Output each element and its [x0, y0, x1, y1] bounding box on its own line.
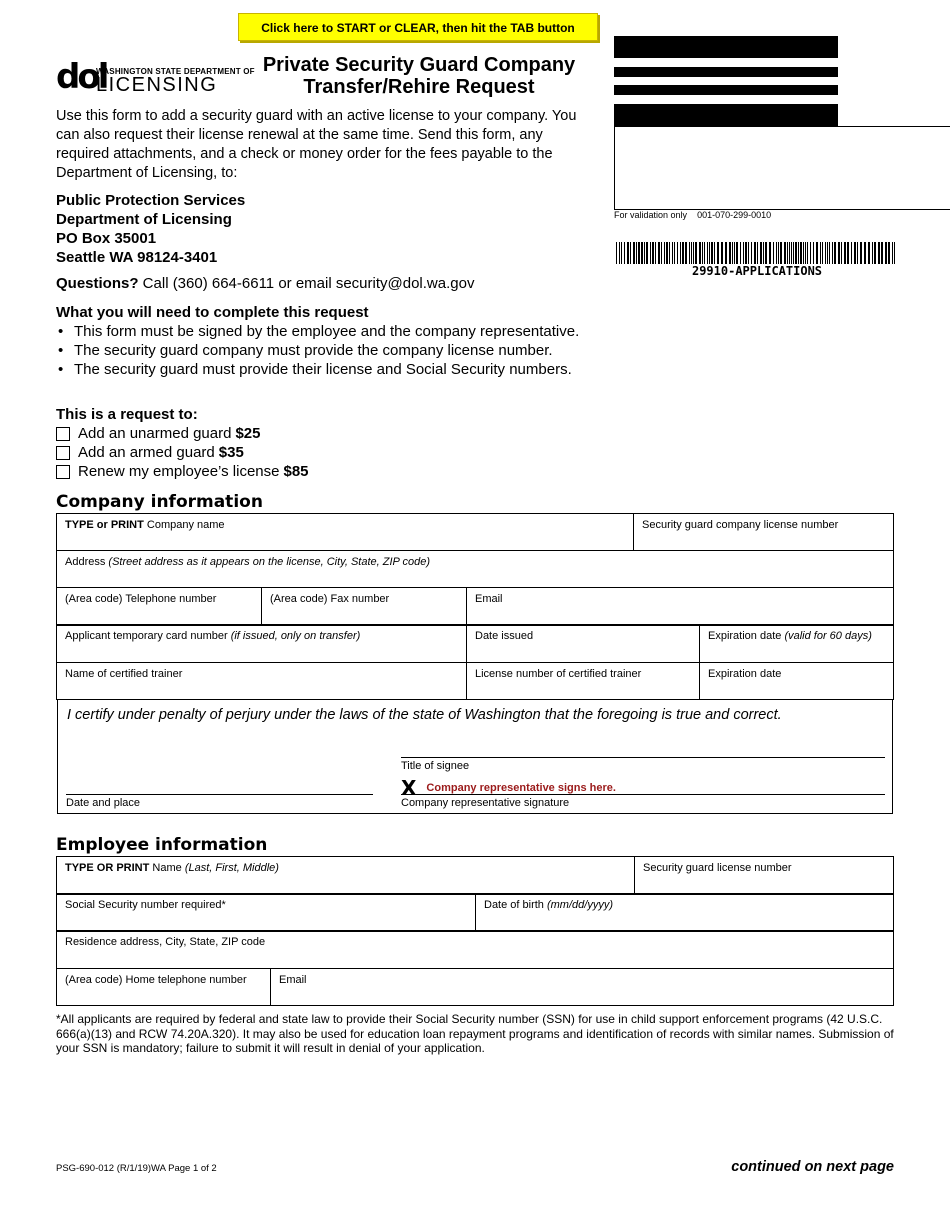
trainer-name-field[interactable]: Name of certified trainer — [57, 663, 467, 700]
barcode-bar — [624, 242, 625, 264]
page-title — [238, 54, 600, 98]
title-line1: Private Security Guard Company — [262, 54, 576, 76]
barcode-bar — [829, 242, 830, 264]
barcode-bar — [769, 242, 771, 264]
barcode-bar — [674, 242, 675, 264]
barcode-bar — [791, 242, 792, 264]
ssn-field[interactable]: Social Security number required* — [57, 894, 476, 932]
request-heading: This is a request to: — [56, 406, 198, 423]
barcode-bar — [838, 242, 840, 264]
barcode-bar — [680, 242, 681, 264]
barcode-bar — [734, 242, 735, 264]
barcode-bar — [630, 242, 631, 264]
title-line2: Transfer/Rehire Request — [303, 76, 535, 98]
logo-top-text: WASHINGTON STATE DEPARTMENT OF — [96, 67, 255, 76]
logo-mark: dol — [56, 57, 107, 97]
barcode-bar — [745, 242, 747, 264]
barcode-bar — [721, 242, 723, 264]
certification-text: I certify under penalty of perjury under the laws of the state of Washington that the foregoing is true and correct. — [67, 707, 782, 723]
employee-section-heading: Employee information — [56, 835, 268, 855]
barcode-bar — [860, 242, 862, 264]
barcode-bar — [658, 242, 660, 264]
barcode-bar — [641, 242, 643, 264]
barcode-bar — [787, 242, 788, 264]
barcode-bar — [834, 242, 836, 264]
address-line: Department of Licensing — [56, 211, 232, 228]
barcode-bar — [763, 242, 764, 264]
trainer-expiration-field[interactable]: Expiration date — [700, 663, 894, 700]
barcode-bar — [754, 242, 756, 264]
barcode-bar — [793, 242, 794, 264]
barcode-bar — [682, 242, 684, 264]
company-license-field[interactable]: Security guard company license number — [634, 514, 894, 551]
company-name-field[interactable]: TYPE or PRINT Company name — [57, 514, 634, 551]
card-expiration-field[interactable]: Expiration date (valid for 60 days) — [700, 625, 894, 663]
company-card-table — [56, 624, 894, 700]
barcode-bar — [751, 242, 752, 264]
barcode-bar — [784, 242, 786, 264]
barcode-bar — [655, 242, 656, 264]
redaction-bar — [614, 104, 838, 126]
barcode-bar — [638, 242, 640, 264]
mailing-address — [56, 191, 245, 267]
barcode-bar — [619, 242, 620, 264]
form-number: PSG-690-012 (R/1/19)WA Page 1 of 2 — [56, 1163, 217, 1174]
fax-field[interactable]: (Area code) Fax number — [262, 588, 467, 626]
barcode-bar — [881, 242, 883, 264]
barcode-bar — [807, 242, 808, 264]
barcode-bar — [789, 242, 790, 264]
company-email-field[interactable]: Email — [467, 588, 894, 626]
redaction-bar — [614, 85, 838, 95]
address-line: Seattle WA 98124-3401 — [56, 249, 218, 266]
address-line: Public Protection Services — [56, 192, 246, 209]
barcode-bar — [888, 242, 890, 264]
armed-guard-checkbox[interactable] — [56, 446, 70, 460]
barcode-bar — [841, 242, 842, 264]
logo-main-text: LICENSING — [96, 74, 218, 96]
barcode-bar — [669, 242, 670, 264]
barcode-bar — [798, 242, 799, 264]
barcode-bar — [677, 242, 678, 264]
barcode-bar — [650, 242, 651, 264]
certification-block — [57, 699, 893, 814]
barcode-bar — [709, 242, 710, 264]
ssn-footnote: *All applicants are required by federal and state law to provide their Social Security number (SSN) for use in child support enforcement programs (42 U.S.C. 666(a)(13) and RCW 74.20A.320). It may also be used for education loan repayment programs and identification of records with similar names. Submission of your SSN is mandatory; failure to submit it will result in denial of your application. — [56, 1012, 894, 1055]
trainer-license-field[interactable]: License number of certified trainer — [467, 663, 700, 700]
requirement-item: • The security guard must provide their license and Social Security numbers. — [56, 360, 579, 379]
barcode-bar — [885, 242, 887, 264]
barcode-bar — [714, 242, 715, 264]
requirement-item: • The security guard company must provide the company license number. — [56, 341, 579, 360]
barcode-bar — [820, 242, 821, 264]
employee-name-field[interactable]: TYPE OR PRINT Name (Last, First, Middle) — [57, 857, 635, 895]
barcode-bar — [795, 242, 797, 264]
barcode-bar — [711, 242, 713, 264]
barcode-bar — [664, 242, 665, 264]
barcode-bar — [832, 242, 833, 264]
barcode-bar — [776, 242, 777, 264]
address-line: PO Box 35001 — [56, 230, 157, 247]
option-label: Add an armed guard — [78, 444, 215, 461]
requirements-heading: What you will need to complete this request — [56, 304, 369, 321]
barcode-bar — [857, 242, 858, 264]
start-clear-button[interactable]: Click here to START or CLEAR, then hit the TAB button — [238, 13, 598, 41]
barcode-bar — [702, 242, 703, 264]
barcode-bar — [827, 242, 828, 264]
dob-field[interactable]: Date of birth (mm/dd/yyyy) — [476, 894, 894, 932]
barcode-bar — [872, 242, 873, 264]
barcode-bar — [646, 242, 648, 264]
barcode-bar — [847, 242, 849, 264]
employee-email-field[interactable]: Email — [271, 969, 894, 1006]
signature-line — [401, 794, 885, 795]
barcode-bar — [825, 242, 826, 264]
barcode-bar — [699, 242, 701, 264]
barcode-bar — [805, 242, 806, 264]
barcode-bar — [644, 242, 645, 264]
employee-info-table — [56, 856, 894, 895]
barcode-bar — [800, 242, 802, 264]
company-section-heading: Company information — [56, 492, 263, 512]
title-of-signee-label: Title of signee — [401, 760, 470, 772]
barcode-bar — [894, 242, 895, 264]
barcode-bar — [810, 242, 811, 264]
barcode-bar — [740, 242, 741, 264]
barcode-bar — [616, 242, 617, 264]
option-fee: $85 — [283, 463, 309, 480]
barcode-bar — [672, 242, 673, 264]
barcode-bar — [707, 242, 708, 264]
option-fee: $35 — [218, 444, 244, 461]
guard-license-field[interactable]: Security guard license number — [635, 857, 894, 895]
requirements — [56, 303, 579, 379]
temp-card-field[interactable]: Applicant temporary card number (if issued, only on transfer) — [57, 625, 467, 663]
barcode-bar — [748, 242, 749, 264]
requirement-item: • This form must be signed by the employee and the company representative. — [56, 322, 579, 341]
continued-note: continued on next page — [731, 1159, 894, 1175]
barcode-bar — [874, 242, 876, 264]
intro-text: Use this form to add a security guard with an active license to your company. You can also request their license renewal at the same time. Send this form, any required attachments, and a check or money order for the fees payable to the Department of Licensing, to: — [56, 108, 577, 181]
barcode-bar — [813, 242, 814, 264]
questions-text: Call (360) 664-6611 or email security@dol.wa.gov — [138, 275, 475, 292]
residence-address-field[interactable]: Residence address, City, State, ZIP code — [57, 931, 894, 969]
barcode-bar — [892, 242, 893, 264]
barcode-bar — [736, 242, 738, 264]
barcode-bar — [760, 242, 762, 264]
unarmed-guard-checkbox[interactable] — [56, 427, 70, 441]
barcode-bar — [844, 242, 846, 264]
date-place-line[interactable] — [66, 794, 373, 795]
barcode-bar — [704, 242, 705, 264]
barcode-bar — [661, 242, 662, 264]
barcode-bar — [816, 242, 818, 264]
barcode-bar — [652, 242, 654, 264]
barcode-bar — [693, 242, 694, 264]
barcode-bar — [695, 242, 697, 264]
signature-label: Company representative signature — [401, 797, 570, 809]
option-label: Renew my employee’s license — [78, 463, 280, 480]
barcode-bar — [757, 242, 758, 264]
option-fee: $25 — [235, 425, 261, 442]
questions-line — [56, 275, 474, 292]
barcode-bar — [717, 242, 719, 264]
barcode-bar — [780, 242, 782, 264]
title-line — [401, 757, 885, 758]
barcode-bar — [729, 242, 731, 264]
barcode-bar — [878, 242, 880, 264]
date-place-label: Date and place — [66, 797, 140, 809]
validation-box — [614, 126, 950, 210]
barcode-bar — [854, 242, 856, 264]
barcode-bar — [778, 242, 779, 264]
barcode-text: 29910-APPLICATIONS — [691, 264, 823, 278]
barcode-bar — [773, 242, 774, 264]
barcode-bar — [851, 242, 852, 264]
barcode-bar — [689, 242, 690, 264]
employee-ssn-table — [56, 893, 894, 932]
dol-logo — [56, 57, 255, 97]
telephone-field[interactable]: (Area code) Telephone number — [57, 588, 262, 626]
questions-label: Questions? — [56, 275, 139, 292]
x-mark-icon: X — [401, 776, 417, 800]
option-label: Add an unarmed guard — [78, 425, 232, 442]
barcode-bar — [743, 242, 744, 264]
barcode-bar — [803, 242, 804, 264]
company-address-field[interactable]: Address (Street address as it appears on the license, City, State, ZIP code) — [57, 551, 894, 588]
barcode-bar — [725, 242, 727, 264]
barcode-bar — [822, 242, 823, 264]
barcode-bar — [633, 242, 635, 264]
redaction-bar — [614, 67, 838, 77]
company-contact-table — [56, 587, 894, 626]
sign-here-label: Company representative signs here. — [426, 782, 616, 794]
barcode-bar — [868, 242, 870, 264]
barcode-bar — [666, 242, 668, 264]
company-info-table — [56, 513, 894, 588]
barcode-bar — [685, 242, 687, 264]
barcode-bar — [691, 242, 692, 264]
renew-license-checkbox[interactable] — [56, 465, 70, 479]
request-options — [56, 405, 309, 481]
redaction-bar — [614, 36, 838, 58]
employee-address-table — [56, 930, 894, 1006]
validation-label: For validation only 001-070-299-0010 — [614, 210, 772, 220]
barcode-bar — [621, 242, 622, 264]
home-phone-field[interactable]: (Area code) Home telephone number — [57, 969, 271, 1006]
barcode-bar — [765, 242, 767, 264]
barcode-bar — [864, 242, 866, 264]
barcode-bar — [636, 242, 637, 264]
date-issued-field[interactable]: Date issued — [467, 625, 700, 663]
barcode-bar — [627, 242, 629, 264]
barcode — [616, 242, 898, 264]
barcode-bar — [732, 242, 733, 264]
